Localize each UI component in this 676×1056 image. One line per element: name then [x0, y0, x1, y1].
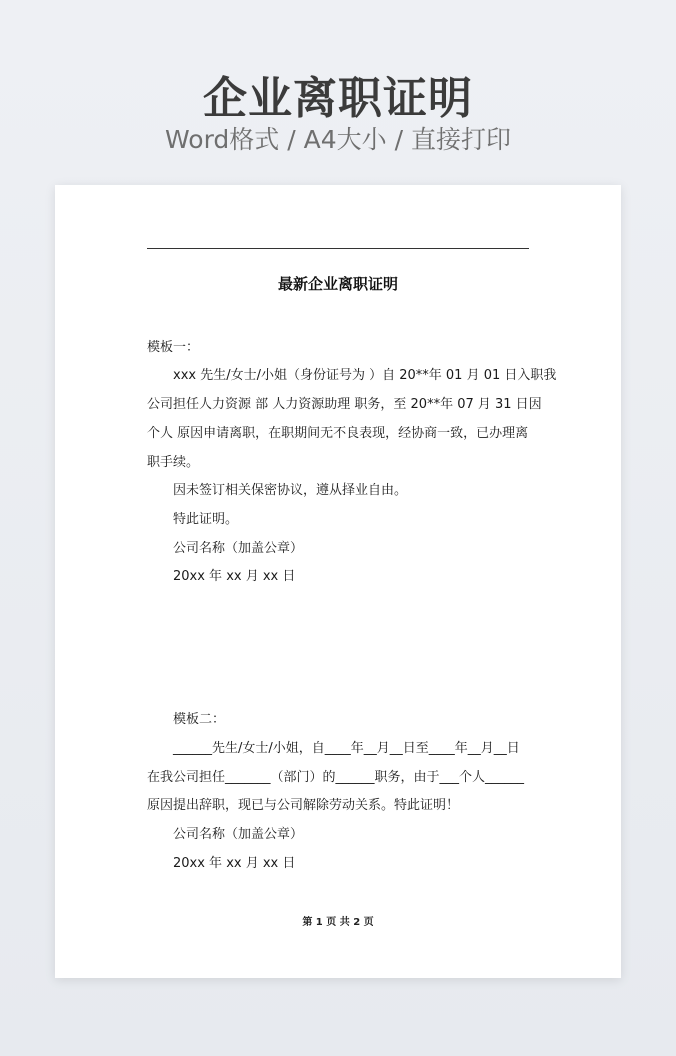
- template1-date: 20xx 年 xx 月 xx 日: [173, 569, 296, 584]
- template1-line-3: 个人 原因申请离职，在职期间无不良表现，经协商一致，已办理离: [147, 426, 529, 441]
- page-number: 第 1 页 共 2 页: [302, 917, 374, 928]
- template1-heading: 模板一：: [147, 340, 200, 355]
- banner-title: 企业离职证明: [203, 73, 473, 124]
- template2-heading: 模板二：: [173, 712, 226, 727]
- banner-subtitle: Word格式 / A4大小 / 直接打印: [165, 125, 511, 154]
- template1-line-1: xxx 先生/女士/小姐（身份证号为 ）自 20**年 01 月 01 日入职我: [173, 368, 557, 383]
- template1-line-2: 公司担任人力资源 部 人力资源助理 职务，至 20**年 07 月 31 日因: [147, 397, 542, 412]
- template2-company: 公司名称（加盖公章）: [173, 827, 304, 842]
- template1-confidentiality: 因未签订相关保密协议，遵从择业自由。: [173, 483, 408, 498]
- template1-closing: 特此证明。: [173, 512, 239, 527]
- document-page: [55, 185, 621, 978]
- template1-company: 公司名称（加盖公章）: [173, 541, 304, 556]
- template2-line-1: ______先生/女士/小姐，自____年__月__日至____年__月__日: [173, 741, 520, 756]
- banner-header: [0, 0, 676, 180]
- template2-line-2: 在我公司担任_______（部门）的______职务，由于___个人______: [147, 770, 525, 785]
- template2-date: 20xx 年 xx 月 xx 日: [173, 856, 296, 871]
- document-title: 最新企业离职证明: [277, 275, 398, 293]
- template1-line-4: 职手续。: [147, 455, 200, 470]
- header-rule: [147, 248, 529, 249]
- template2-line-3: 原因提出辞职，现已与公司解除劳动关系。特此证明！: [147, 798, 460, 813]
